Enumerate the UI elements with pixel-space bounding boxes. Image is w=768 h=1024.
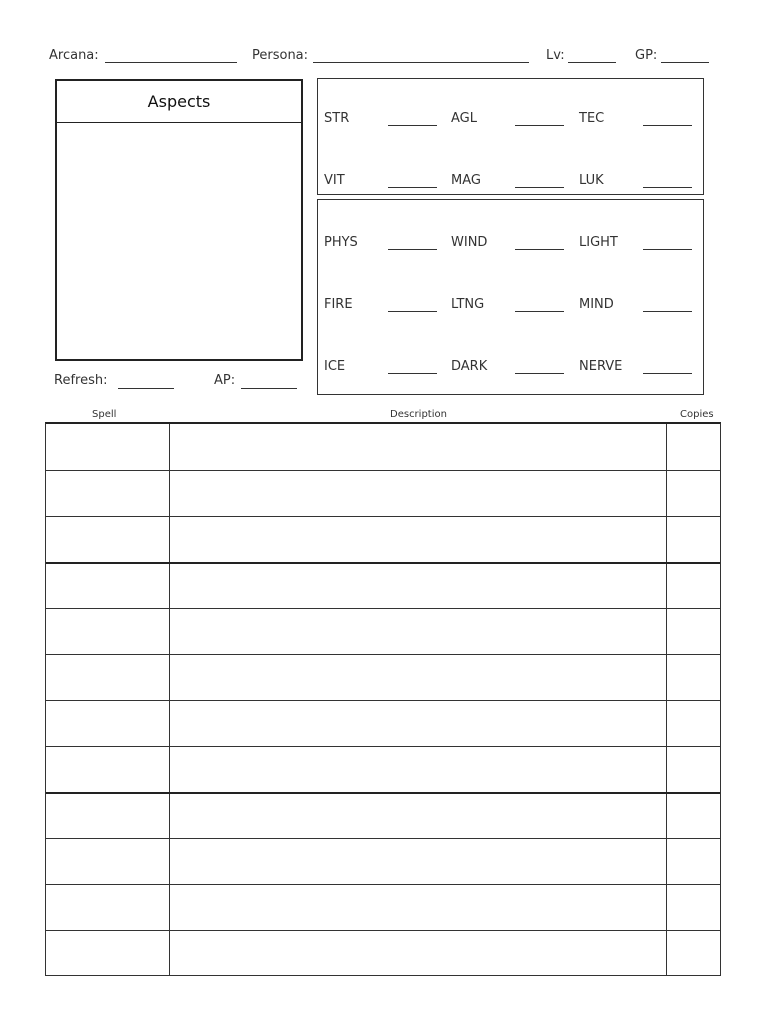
affinity-label: PHYS: [324, 235, 358, 250]
copies-column-header: Copies: [680, 409, 714, 420]
affinity-label: WIND: [451, 235, 488, 250]
stat-field[interactable]: [388, 124, 437, 126]
spell-column-header: Spell: [92, 409, 117, 420]
table-row-divider: [46, 700, 720, 701]
description-column-header: Description: [390, 409, 447, 420]
spell-table[interactable]: [45, 422, 721, 976]
ap-field[interactable]: [241, 374, 297, 389]
level-field[interactable]: [568, 48, 616, 63]
aspects-title: Aspects: [147, 92, 211, 111]
table-row-divider: [46, 792, 720, 794]
stat-field[interactable]: [388, 186, 437, 188]
arcana-field[interactable]: [105, 48, 237, 63]
affinity-label: FIRE: [324, 297, 353, 312]
arcana-label: Arcana:: [49, 48, 99, 63]
persona-field[interactable]: [313, 48, 529, 63]
affinity-field[interactable]: [388, 248, 437, 250]
stat-field[interactable]: [515, 124, 564, 126]
affinity-label: NERVE: [579, 359, 623, 374]
affinity-label: LTNG: [451, 297, 485, 312]
gp-field[interactable]: [661, 48, 709, 63]
affinity-field[interactable]: [515, 310, 564, 312]
table-row-divider: [46, 746, 720, 747]
table-row-divider: [46, 562, 720, 564]
table-row-divider: [46, 884, 720, 885]
stat-field[interactable]: [643, 124, 692, 126]
affinity-box: [317, 199, 704, 395]
ap-label: AP:: [214, 373, 236, 388]
stat-label: AGL: [451, 111, 477, 126]
table-row-divider: [46, 470, 720, 471]
aspects-divider: [57, 122, 301, 123]
stat-field[interactable]: [643, 186, 692, 188]
affinity-field[interactable]: [643, 372, 692, 374]
affinity-field[interactable]: [515, 372, 564, 374]
persona-label: Persona:: [252, 48, 309, 63]
stat-label: MAG: [451, 173, 481, 188]
affinity-field[interactable]: [643, 248, 692, 250]
stat-label: LUK: [579, 173, 604, 188]
affinity-label: MIND: [579, 297, 614, 312]
stat-field[interactable]: [515, 186, 564, 188]
stat-label: STR: [324, 111, 350, 126]
level-label: Lv:: [546, 48, 565, 63]
stat-label: TEC: [579, 111, 605, 126]
table-row-divider: [46, 608, 720, 609]
aspects-box[interactable]: [55, 79, 303, 361]
affinity-label: LIGHT: [579, 235, 618, 250]
affinity-field[interactable]: [515, 248, 564, 250]
affinity-label: ICE: [324, 359, 346, 374]
refresh-field[interactable]: [118, 374, 174, 389]
refresh-label: Refresh:: [54, 373, 108, 388]
affinity-field[interactable]: [643, 310, 692, 312]
affinity-field[interactable]: [388, 372, 437, 374]
table-row-divider: [46, 930, 720, 931]
stats-box: [317, 78, 704, 195]
table-row-divider: [46, 654, 720, 655]
affinity-label: DARK: [451, 359, 488, 374]
stat-label: VIT: [324, 173, 345, 188]
affinity-field[interactable]: [388, 310, 437, 312]
table-row-divider: [46, 838, 720, 839]
gp-label: GP:: [635, 48, 658, 63]
table-row-divider: [46, 516, 720, 517]
